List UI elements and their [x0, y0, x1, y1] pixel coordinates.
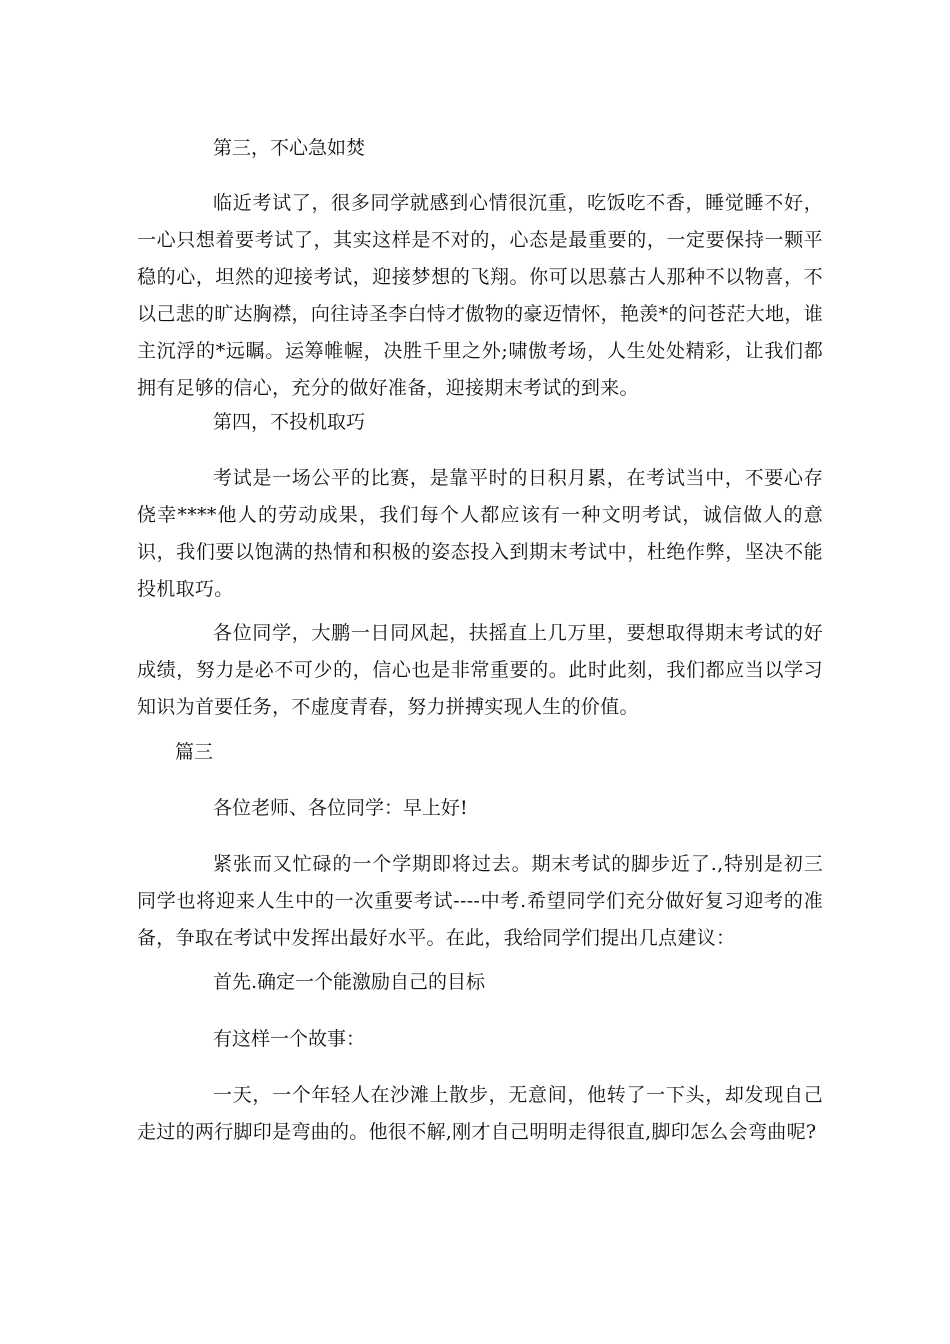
story-intro: 有这样一个故事：	[213, 1028, 366, 1050]
part-title: 篇三	[175, 741, 214, 763]
paragraph-third-body: 临近考试了，很多同学就感到心情很沉重，吃饭吃不香，睡觉睡不好，一心只想着要考试了，其实这样是不对的，心态是最重要的，一定要保持一颗平稳的心，坦然的迎接考试，迎接梦想的飞翔。你可以思慕古人那种不以物喜，不以己悲的旷达胸襟，向往诗圣李白恃才傲物的豪迈情怀，艳羡*的问苍茫大地，谁主沉浮的*远瞩。运筹帷幄，决胜千里之外;啸傲考场，人生处处精彩，让我们都拥有足够的信心，充分的做好准备，迎接期末考试的到来。	[137, 192, 823, 399]
paragraph-closing: 各位同学，大鹏一日同风起，扶摇直上几万里，要想取得期末考试的好成绩，努力是必不可少的，信心也是非常重要的。此时此刻，我们都应当以学习知识为首要任务，不虚度青春，努力拼搏实现人生的价值。	[137, 622, 823, 718]
paragraph-intro: 紧张而又忙碌的一个学期即将过去。期末考试的脚步近了.,特别是初三同学也将迎来人生中的一次重要考试----中考.希望同学们充分做好复习迎考的准备，争取在考试中发挥出最好水平。在此，我给同学们提出几点建议：	[137, 853, 823, 949]
section-heading-fourth: 第四，不投机取巧	[213, 411, 366, 433]
section-heading-third: 第三，不心急如焚	[213, 137, 366, 159]
paragraph-fourth-body: 考试是一场公平的比赛，是靠平时的日积月累，在考试当中，不要心存侥幸****他人的劳动成果，我们每个人都应该有一种文明考试，诚信做人的意识，我们要以饱满的热情和积极的姿态投入到期末考试中，杜绝作弊，坚决不能投机取巧。	[137, 467, 823, 600]
point-first: 首先.确定一个能激励自己的目标	[213, 971, 486, 993]
greeting: 各位老师、各位同学：早上好!	[213, 797, 468, 819]
paragraph-story: 一天，一个年轻人在沙滩上散步，无意间，他转了一下头，却发现自己走过的两行脚印是弯曲的。他很不解,刚才自己明明走得很直,脚印怎么会弯曲呢?	[137, 1084, 823, 1143]
